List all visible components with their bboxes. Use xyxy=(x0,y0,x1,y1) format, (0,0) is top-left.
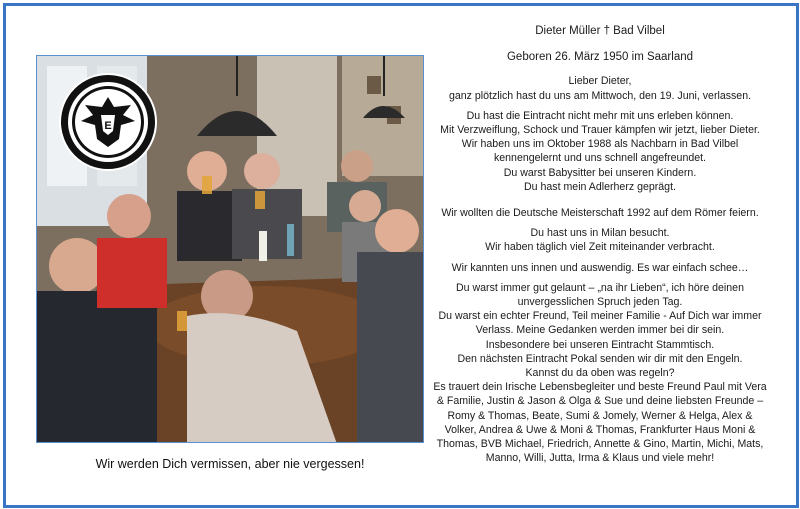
group-photo xyxy=(36,55,424,443)
paragraph-championship: Wir wollten die Deutsche Meisterschaft 1992 auf dem Römer feiern. xyxy=(441,207,759,220)
obituary-born: Geboren 26. März 1950 im Saarland xyxy=(506,51,694,64)
paragraph-milan: Du hast uns in Milan besucht. Wir haben täglich viel Zeit miteinander verbracht. xyxy=(485,227,715,254)
obituary-name: Dieter Müller † Bad Vilbel xyxy=(535,25,665,37)
svg-text:E: E xyxy=(104,120,112,132)
paragraph-knew-each-other: Wir kannten uns innen und auswendig. Es war einfach schee… xyxy=(451,261,749,274)
paragraph-greeting: Lieber Dieter, ganz plötzlich hast du uns am Mittwoch, den 19. Juni, verlassen. xyxy=(448,75,752,102)
paragraph-memories: Du hast die Eintracht nicht mehr mit uns erleben können. Mit Verzweiflung, Schock und Trauer kämpfen wir jetzt, lieber Dieter. Wir haben uns im Oktober 1988 als Nachbarn in Bad Vilbel kennengelernt und uns schnell angefreundet. Du warst Babysitter bei unseren Kindern. Du hast mein Adlerherz geprägt. xyxy=(440,109,760,193)
photo-caption: Wir werden Dich vermissen, aber nie vergessen! xyxy=(95,457,365,471)
paragraph-farewell: Du warst immer gut gelaunt – „na ihr Lieben“, ich höre deinen unvergesslichen Spruch jeden Tag. Du warst ein echter Freund, Teil meiner Familie - Auf Dich war immer Verlass. Meine Gedanken werden immer bei dir sein. Insbesondere bei unseren Eintracht Stammtisch. Den nächsten Eintracht Pokal senden wir dir mit den Engeln. Kannst du da oben was regeln? Es trauert dein Irische Lebensbegleiter und beste Freund Paul mit Vera & Familie, Justin & Jason & Olga & Sue und deine liebsten Freunde – Romy & Thomas, Beate, Sumi & Jomely, Werner & Helga, Alex & Volker, Andrea & Uwe & Moni & Thomas, Frankfurter Haus Moni & Thomas, BVB Michael, Friedrich, Annette & Gino, Martin, Michi, Mats, Manno, Willi, Jutta, Irma & Klaus und viele mehr! xyxy=(433,281,767,465)
obituary-text xyxy=(430,24,770,471)
eagle-crest-icon xyxy=(59,73,157,171)
